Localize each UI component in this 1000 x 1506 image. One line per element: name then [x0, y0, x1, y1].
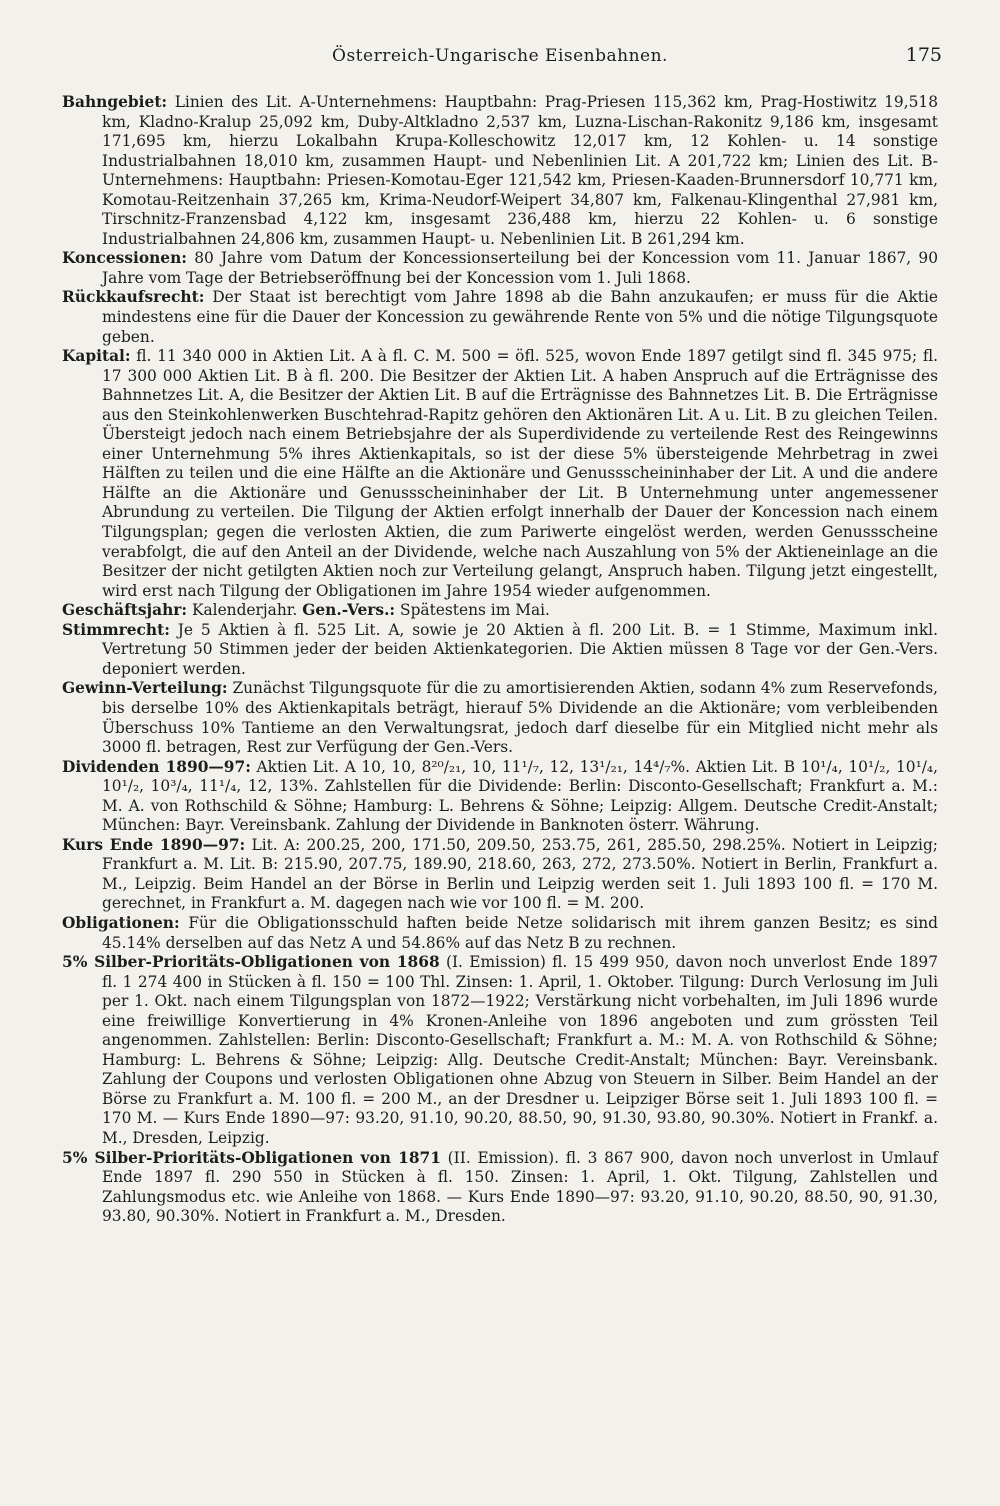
entry-dividenden [62, 758, 938, 836]
entry-kurs [62, 836, 938, 914]
entry-label: Koncessionen: [62, 249, 187, 268]
entry-label: 5% Silber-Prioritäts-Obligationen von 1871 [62, 1148, 441, 1167]
entry-koncessionen [62, 249, 938, 288]
entry-gewinn-verteilung [62, 679, 938, 757]
entry-text: fl. 11 340 000 in Aktien Lit. A à fl. C. M. 500 = öfl. 525, wovon Ende 1897 getilgt sind fl. 345 975; fl. 17 300 000 Aktien Lit. B à fl. 200. Die Besitzer der Aktien Lit. A haben Anspruch auf die Erträgnisse des Bahnnetzes Lit. A, die Besitzer der Aktien Lit. B auf die Erträgnisse des Bahnnetzes Lit. B. Die Erträgnisse aus den Steinkohlenwerken Buschtehrad-Rapitz gehören den Aktionären Lit. A u. Lit. B zu gleichen Teilen. Übersteigt jedoch nach einem Betriebsjahre der als Superdividende zu verteilende Rest des Reingewinns einer Unternehmung 5% ihres Aktienkapitals, so ist der diese 5% übersteigende Mehrbetrag in zwei Hälften zu teilen und die eine Hälfte an die Aktionäre und Genussscheininhaber der Lit. A und die andere Hälfte an die Aktionäre und Genussscheininhaber der Lit. B Unternehmung unter angemessener Abrundung zu verteilen. Die Tilgung der Aktien erfolgt innerhalb der Dauer der Koncession nach einem Tilgungsplan; gegen die verlosten Aktien, die zum Pariwerte eingelöst werden, werden Genussscheine verabfolgt, die auf den Anteil an der Dividende, welche nach Auszahlung von 5% der Aktieneinlage an die Besitzer der nicht getilgten Aktien noch zur Verteilung gelangt, Anspruch haben. Tilgung jetzt eingestellt, wird erst nach Tilgung der Obligationen im Jahre 1954 wieder aufgenommen. [102, 347, 938, 600]
entry-text: Zunächst Tilgungsquote für die zu amortisierenden Aktien, sodann 4% zum Reservefonds, bis derselbe 10% des Aktienkapitals beträgt, hierauf 5% Dividende an die Aktionäre; vom verbleibenden Überschuss 10% Tantieme an den Verwaltungsrat, jedoch darf dieselbe für ein Mitglied nicht mehr als 3000 fl. betragen, Rest zur Verfügung der Gen.-Vers. [102, 679, 938, 757]
page-body [62, 93, 938, 1227]
entry-rueckkaufsrecht [62, 288, 938, 347]
entry-anleihe-1871 [62, 1149, 938, 1227]
entry-label: Gewinn-Verteilung: [62, 679, 228, 698]
page-number: 175 [905, 44, 942, 66]
entry-text: Kalenderjahr. [191, 601, 298, 620]
entry-obligationen [62, 914, 938, 953]
entry-label: Stimmrecht: [62, 620, 170, 639]
entry-label: Dividenden 1890—97: [62, 757, 251, 776]
entry-anleihe-1868 [62, 953, 938, 1148]
entry-text: 80 Jahre vom Datum der Koncessionserteilung bei der Koncession vom 11. Januar 1867, 90 Jahre vom Tage der Betriebseröffnung bei der Koncession vom 1. Juli 1868. [102, 249, 938, 287]
entry-label: Geschäftsjahr: [62, 601, 188, 620]
entry-kapital [62, 347, 938, 601]
entry-text: Aktien Lit. A 10, 10, 8²⁰/₂₁, 10, 11¹/₇, 12, 13¹/₂₁, 14⁴/₇%. Aktien Lit. B 10¹/₄, 10¹/₂, 10¹/₄, 10¹/₂, 10³/₄, 11¹/₄, 12, 13%. Zahlstellen für die Dividende: Berlin: Disconto-Gesellschaft; Frankfurt a. M.: M. A. von Rothschild & Söhne; Hamburg: L. Behrens & Söhne; Leipzig: Allgem. Deutsche Credit-Anstalt; München: Bayr. Vereinsbank. Zahlung der Dividende in Banknoten österr. Währung. [102, 757, 938, 835]
entry-text: Lit. A: 200.25, 200, 171.50, 209.50, 253.75, 261, 285.50, 298.25%. Notiert in Leipzig; Frankfurt a. M. Lit. B: 215.90, 207.75, 189.90, 218.60, 263, 272, 273.50%. Notiert in Berlin, Frankfurt a. M., Leipzig. Beim Handel an der Börse in Berlin und Leipzig werden seit 1. Juli 1893 100 fl. = 170 M. gerechnet, in Frankfurt a. M. dagegen nach wie vor 100 fl. = M. 200. [102, 835, 938, 913]
entry-label: Obligationen: [62, 913, 180, 932]
entry-stimmrecht [62, 621, 938, 680]
entry-label: Rückkaufsrecht: [62, 288, 205, 307]
entry-label-genvers: Gen.-Vers.: [302, 601, 396, 620]
entry-text: Der Staat ist berechtigt vom Jahre 1898 ab die Bahn anzukaufen; er muss für die Aktie mindestens eine für die Dauer der Koncession zu gewährende Rente von 5% und die nötige Tilgungsquote geben. [102, 288, 938, 346]
page-header [0, 44, 1000, 74]
entry-text: (II. Emission). fl. 3 867 900, davon noch unverlost in Umlauf Ende 1897 fl. 290 550 in Stücken à fl. 150. Zinsen: 1. April, 1. Okt. Tilgung, Zahlstellen und Zahlungsmodus etc. wie Anleihe von 1868. — Kurs Ende 1890—97: 93.20, 91.10, 90.20, 88.50, 90, 91.30, 93.80, 90.30%. Notiert in Frankfurt a. M., Dresden. [102, 1148, 938, 1226]
running-title: Österreich-Ungarische Eisenbahnen. [332, 46, 668, 66]
entry-geschaeftsjahr [62, 601, 938, 621]
entry-label: Kurs Ende 1890—97: [62, 835, 246, 854]
entry-label: Bahngebiet: [62, 93, 168, 111]
entry-text-genvers: Spätestens im Mai. [400, 601, 550, 620]
entry-text: (I. Emission) fl. 15 499 950, davon noch unverlost Ende 1897 fl. 1 274 400 in Stücken à fl. 150 = 100 Thl. Zinsen: 1. April, 1. Oktober. Tilgung: Durch Verlosung im Juli per 1. Okt. nach einem Tilgungsplan von 1872—1922; Verstärkung nicht vorbehalten, im Juli 1896 wurde eine freiwillige Konvertierung in 4% Kronen-Anleihe von 1896 angeboten und zum grössten Teil angenommen. Zahlstellen: Berlin: Disconto-Gesellschaft; Frankfurt a. M.: M. A. von Rothschild & Söhne; Hamburg: L. Behrens & Söhne; Leipzig: Allg. Deutsche Credit-Anstalt; München: Bayr. Vereinsbank. Zahlung der Coupons und verlosten Obligationen ohne Abzug von Steuern in Silber. Beim Handel an der Börse zu Frankfurt a. M. 100 fl. = 200 M., an der Dresdner u. Leipziger Börse seit 1. Juli 1893 100 fl. = 170 M. — Kurs Ende 1890—97: 93.20, 91.10, 90.20, 88.50, 90, 91.30, 93.80, 90.30%. Notiert in Frankf. a. M., Dresden, Leipzig. [102, 953, 938, 1147]
entry-text: Linien des Lit. A-Unternehmens: Hauptbahn: Prag-Priesen 115,362 km, Prag-Hostiwitz 19,518 km, Kladno-Kralup 25,092 km, Duby-Altkladno 2,537 km, Luzna-Lischan-Rakonitz 9,186 km, insgesamt 171,695 km, hierzu Lokalbahn Krupa-Kolleschowitz 12,017 km, 12 Kohlen- u. 14 sonstige Industrialbahnen 18,010 km, zusammen Haupt- und Nebenlinien Lit. A 201,722 km; Linien des Lit. B-Unternehmens: Hauptbahn: Priesen-Komotau-Eger 121,542 km, Priesen-Kaaden-Brunnersdorf 10,771 km, Komotau-Reitzenhain 37,265 km, Krima-Neudorf-Weipert 34,807 km, Falkenau-Klingenthal 27,981 km, Tirschnitz-Franzensbad 4,122 km, insgesamt 236,488 km, hierzu 22 Kohlen- u. 6 sonstige Industrialbahnen 24,806 km, zusammen Haupt- u. Nebenlinien Lit. B 261,294 km. [102, 93, 938, 248]
entry-label: 5% Silber-Prioritäts-Obligationen von 1868 [62, 953, 440, 972]
entry-text: Für die Obligationsschuld haften beide Netze solidarisch mit ihrem ganzen Besitz; es sind 45.14% derselben auf das Netz A und 54.86% auf das Netz B zu rechnen. [102, 913, 938, 952]
entry-text: Je 5 Aktien à fl. 525 Lit. A, sowie je 20 Aktien à fl. 200 Lit. B. = 1 Stimme, Maximum inkl. Vertretung 50 Stimmen jeder der beiden Aktienkategorien. Die Aktien müssen 8 Tage vor der Gen.-Vers. deponiert werden. [102, 620, 938, 678]
entry-bahngebiet [62, 93, 938, 249]
entry-label: Kapital: [62, 347, 131, 366]
